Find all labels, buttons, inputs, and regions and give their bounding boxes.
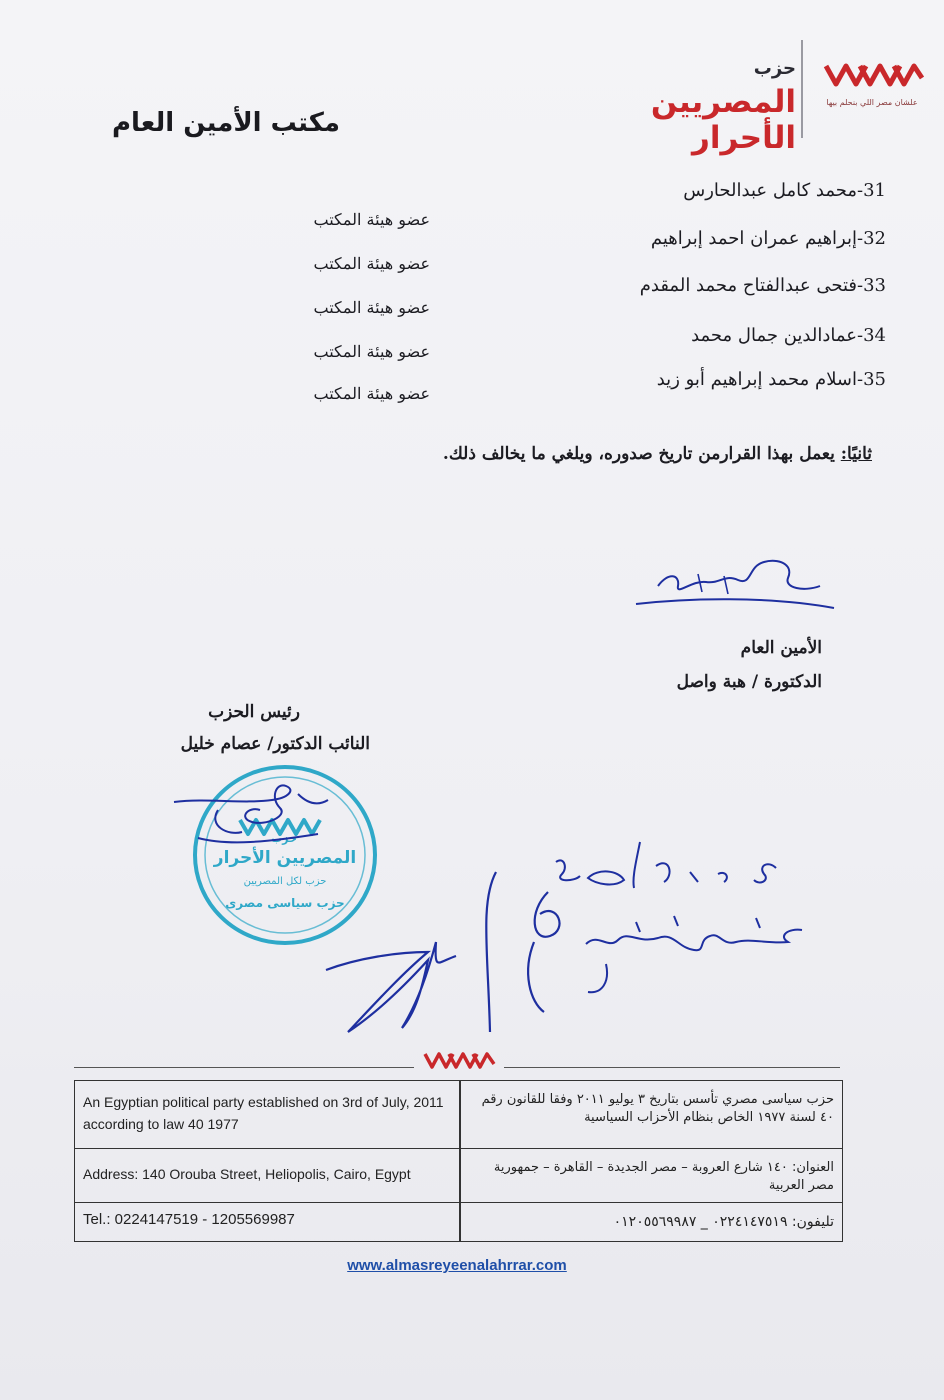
decision-label: ثانيًا: [840, 444, 872, 464]
footer-phone-en: Tel.: 0224147519 - 1205569987 [83, 1211, 295, 1228]
member-role: عضو هيئة المكتب [313, 342, 430, 361]
footer-column-divider [459, 1081, 461, 1241]
stamp-name: المصريين الأحرار [213, 848, 357, 868]
footer-logo-icon [422, 1048, 498, 1074]
footer-info-table [74, 1080, 843, 1242]
footer-founding-ar: حزب سياسى مصري تأسس بتاريخ ٣ يوليو ٢٠١١ وفقا للقانون رقم ٤٠ لسنة ١٩٧٧ الخاص بنظام الأحزاب السياسية [481, 1092, 834, 1125]
footer-address-ar: العنوان: ١٤٠ شارع العروبة – مصر الجديدة – القاهرة – جمهورية مصر العربية [493, 1160, 834, 1193]
member-name: 31-محمد كامل عبدالحارس [683, 180, 886, 201]
header-divider [801, 40, 803, 138]
member-role: عضو هيئة المكتب [313, 210, 430, 229]
member-name: 34-عمادالدين جمال محمد [691, 325, 886, 346]
secretary-title: الأمين العام [740, 638, 822, 658]
president-signature [168, 780, 338, 860]
footer-address-en: Address: 140 Orouba Street, Heliopolis, Cairo, Egypt [83, 1166, 411, 1182]
member-role: عضو هيئة المكتب [313, 384, 430, 403]
decision-paragraph [312, 444, 872, 464]
secretary-signature [628, 552, 842, 622]
party-label: حزب [753, 58, 796, 79]
member-role: عضو هيئة المكتب [313, 298, 430, 317]
president-name: النائب الدكتور/ عصام خليل [180, 734, 370, 754]
footer-line-right [504, 1067, 840, 1068]
member-role: عضو هيئة المكتب [313, 254, 430, 273]
footer-line-left [74, 1067, 414, 1068]
website-link[interactable]: www.almasreyeenalahrrar.com [347, 1257, 567, 1274]
member-name: 32-إبراهيم عمران احمد إبراهيم [650, 228, 886, 249]
president-title: رئيس الحزب [208, 702, 300, 722]
stamp-bottom: حزب سياسى مصرى [225, 896, 345, 910]
stamp-top: حزب [271, 832, 297, 845]
logo-tagline: علشان مصر اللي بنحلم بيها [826, 98, 918, 107]
member-name: 35-اسلام محمد إبراهيم أبو زيد [656, 369, 886, 390]
party-name: المصريين الأحرار [650, 84, 796, 156]
party-logo-icon [822, 58, 926, 98]
handwritten-annotation [318, 832, 818, 1042]
stamp-motto: حزب لكل المصريين [243, 876, 327, 887]
footer-founding-en: An Egyptian political party established on 3rd of July, 2011 according to law 40 1977 [83, 1094, 444, 1132]
secretary-name: الدكتورة / هبة واصل [676, 672, 822, 692]
member-name: 33-فتحى عبدالفتاح محمد المقدم [639, 275, 886, 296]
footer-phone-ar: تليفون: ٠٢٢٤١٤٧٥١٩ _ ٠١٢٠٥٥٦٩٩٨٧ [613, 1214, 834, 1230]
decision-text: يعمل بهذا القرارمن تاريخ صدوره، ويلغي ما يخالف ذلك. [442, 444, 841, 464]
office-title: مكتب الأمين العام [111, 108, 340, 138]
